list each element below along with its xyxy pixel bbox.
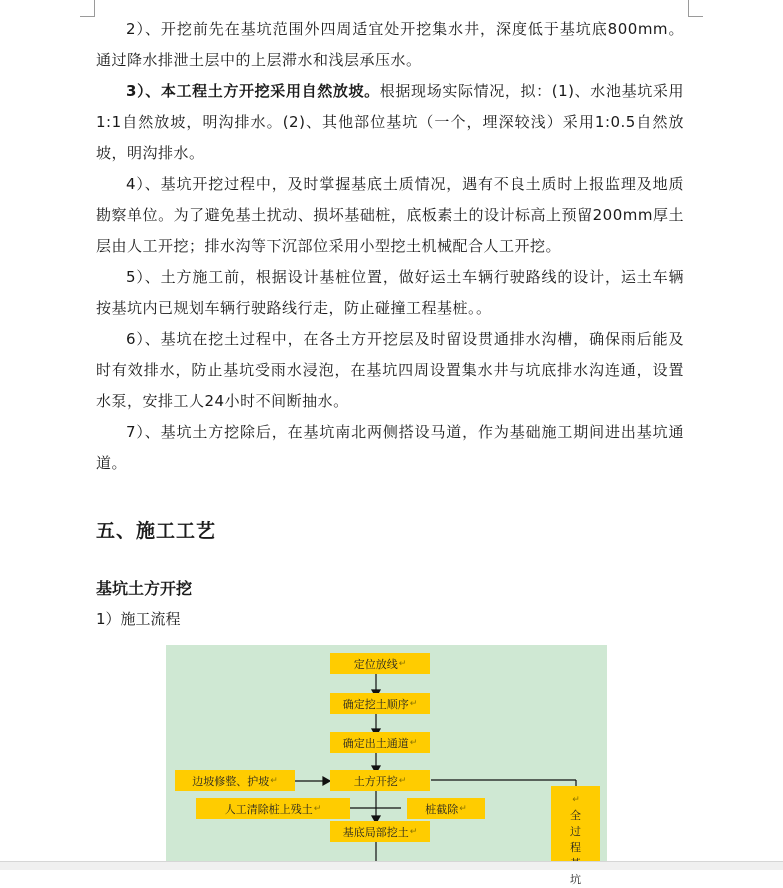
flow-box-pile-cutting <box>407 798 485 819</box>
flow-box-full-process-char: 坑 <box>570 873 581 886</box>
paragraph-mark-icon: ↵ <box>313 803 322 814</box>
flow-box-slope-repair <box>175 770 295 791</box>
flow-step-channel <box>330 732 430 753</box>
paragraph-mark-icon: ↵ <box>572 795 580 805</box>
list-item-process: 1）施工流程 <box>96 610 181 628</box>
flow-step-local-excavation <box>330 821 430 842</box>
flow-box-manual-clearing-label: 人工清除桩上残土 <box>224 802 313 816</box>
flow-box-manual-clearing <box>196 798 350 819</box>
paragraph-mark-icon: ↵ <box>398 658 407 669</box>
paragraph-mark-icon: ↵ <box>459 803 467 814</box>
flow-box-pile-cutting-label: 桩截除 <box>425 802 459 816</box>
flow-step-order-label: 确定挖土顺序 <box>342 697 409 711</box>
flow-step-positioning <box>330 653 430 674</box>
flow-step-order <box>330 693 430 714</box>
paragraph-7-text: 7）、基坑土方挖除后，在基坑南北两侧搭设马道，作为基础施工期间进出基坑通道。 <box>96 423 684 472</box>
paragraph-2-text: 2）、开挖前先在基坑范围外四周适宜处开挖集水井，深度低于基坑底800mm。通过降水排泄土层中的上层滞水和浅层承压水。 <box>96 20 684 69</box>
flow-box-slope-repair-label: 边坡修整、护坡 <box>192 774 270 788</box>
sub-heading: 基坑土方开挖 <box>96 579 193 598</box>
paragraph-mark-icon: ↵ <box>409 698 418 709</box>
paragraph-5-text: 5）、土方施工前，根据设计基桩位置，做好运土车辆行驶路线的设计，运土车辆按基坑内已规划车辆行驶路线行走，防止碰撞工程基桩。。 <box>96 268 684 317</box>
section-heading: 五、施工工艺 <box>96 520 217 542</box>
paragraph-mark-icon: ↵ <box>409 737 418 748</box>
flow-step-positioning-label: 定位放线 <box>353 657 398 671</box>
paragraph-3-bold-lead: 3）、本工程土方开挖采用自然放坡。 <box>126 82 380 100</box>
flow-step-excavation <box>330 770 430 791</box>
paragraph-4-text: 4）、基坑开挖过程中，及时掌握基底土质情况，遇有不良土质时上报监理及地质勘察单位。为了避免基土扰动、损坏基础桩，底板素土的设计标高上预留200mm厚土层由人工开挖；排水沟等下沉部位采用小型挖土机械配合人工开挖。 <box>96 175 684 255</box>
paragraph-mark-icon: ↵ <box>409 826 418 837</box>
paragraph-mark-icon: ↵ <box>270 775 278 786</box>
flow-step-channel-label: 确定出土通道 <box>342 736 409 750</box>
flow-step-local-excavation-label: 基底局部挖土 <box>342 825 409 839</box>
flow-box-full-process-char: 全 <box>570 809 581 822</box>
paragraph-6-text: 6）、基坑在挖土过程中，在各土方开挖层及时留设贯通排水沟槽，确保雨后能及时有效排水，防止基坑受雨水浸泡，在基坑四周设置集水井与坑底排水沟连通，设置水泵，安排工人24小时不间断抽水。 <box>96 330 684 410</box>
paragraph-3-text: 根据现场实际情况，拟：(1)、水池基坑采用1:1自然放坡，明沟排水。(2)、其他部位基坑（一个，埋深较浅）采用1:0.5自然放坡，明沟排水。 <box>96 82 684 162</box>
flow-box-full-process-char: 程 <box>570 841 581 854</box>
flow-box-full-process-char: 过 <box>570 825 581 838</box>
flow-box-full-process <box>551 786 600 886</box>
paragraph-mark-icon: ↵ <box>398 775 407 786</box>
flow-step-excavation-label: 土方开挖 <box>353 774 398 788</box>
